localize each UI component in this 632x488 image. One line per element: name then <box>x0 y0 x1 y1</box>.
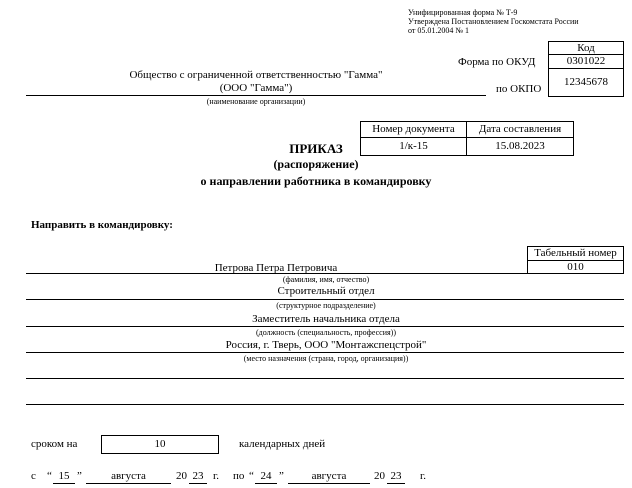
form-reference-line3: от 05.01.2004 № 1 <box>408 26 470 35</box>
okpo-value-cell: 12345678 <box>548 68 624 97</box>
department-caption: (структурное подразделение) <box>276 301 376 310</box>
term-label: сроком на <box>31 438 78 450</box>
to-quote-open: “ <box>249 470 254 482</box>
to-year: 23 <box>390 470 402 482</box>
term-unit: календарных дней <box>239 438 326 450</box>
from-month-underline <box>86 483 171 484</box>
from-day: 15 <box>58 470 70 482</box>
to-year-underline <box>387 483 405 484</box>
destination-extra-line-1 <box>26 378 624 379</box>
to-quote-close: ” <box>279 470 284 482</box>
employee-caption: (фамилия, имя, отчество) <box>282 275 370 284</box>
from-quote-open: “ <box>47 470 52 482</box>
from-month: августа <box>111 470 146 482</box>
destination-extra-line-2 <box>26 404 624 405</box>
position-caption: (должность (специальность, профессия)) <box>256 328 396 337</box>
okpo-label: по ОКПО <box>496 83 542 95</box>
organization-caption: (наименование организации) <box>206 97 306 106</box>
period-from-label: с <box>31 470 36 482</box>
direct-to-trip-label: Направить в командировку: <box>31 219 173 231</box>
from-day-underline <box>53 483 75 484</box>
document-date-header: Дата составления <box>466 121 574 138</box>
to-month: августа <box>311 470 347 482</box>
document-date-value: 15.08.2023 <box>466 137 574 156</box>
position-name: Заместитель начальника отдела <box>252 313 400 325</box>
organization-full-name: Общество с ограниченной ответственностью "Гамма" <box>129 69 383 81</box>
okud-label: Форма по ОКУД <box>458 56 536 68</box>
order-title: ПРИКАЗ <box>289 141 343 156</box>
code-header-cell: Код <box>548 41 624 55</box>
department-underline <box>26 299 624 300</box>
from-year: 23 <box>192 470 204 482</box>
position-underline <box>26 326 624 327</box>
order-description: о направлении работника в командировку <box>200 174 432 188</box>
from-year-prefix: 20 <box>176 470 187 482</box>
to-year-prefix: 20 <box>374 470 385 482</box>
okud-value-cell: 0301022 <box>548 54 624 69</box>
destination-underline <box>26 352 624 353</box>
tab-number-header: Табельный номер <box>527 246 624 261</box>
from-year-underline <box>189 483 207 484</box>
to-year-suffix: г. <box>420 470 427 482</box>
term-days-value: 10 <box>101 435 219 454</box>
employee-underline <box>26 273 527 274</box>
document-number-value: 1/к-15 <box>360 137 467 156</box>
tab-number-value: 010 <box>527 260 624 274</box>
department-name: Строительный отдел <box>277 285 375 297</box>
to-day: 24 <box>260 470 272 482</box>
organization-underline <box>26 95 486 96</box>
organization-short-name: (ООО "Гамма") <box>219 82 293 94</box>
form-reference-line1: Унифицированная форма № Т-9 <box>408 8 518 17</box>
document-number-header: Номер документа <box>360 121 467 138</box>
destination-caption: (место назначения (страна, город, организация)) <box>243 354 409 363</box>
destination-name: Россия, г. Тверь, ООО "Монтажспецстрой" <box>225 339 427 351</box>
period-to-label: по <box>233 470 245 482</box>
order-subtitle: (распоряжение) <box>273 157 359 171</box>
from-quote-close: ” <box>77 470 82 482</box>
to-day-underline <box>255 483 277 484</box>
employee-name: Петрова Петра Петровича <box>214 262 338 274</box>
form-reference-line2: Утверждена Постановлением Госкомстата России <box>408 17 579 26</box>
from-year-suffix: г. <box>213 470 220 482</box>
to-month-underline <box>288 483 370 484</box>
